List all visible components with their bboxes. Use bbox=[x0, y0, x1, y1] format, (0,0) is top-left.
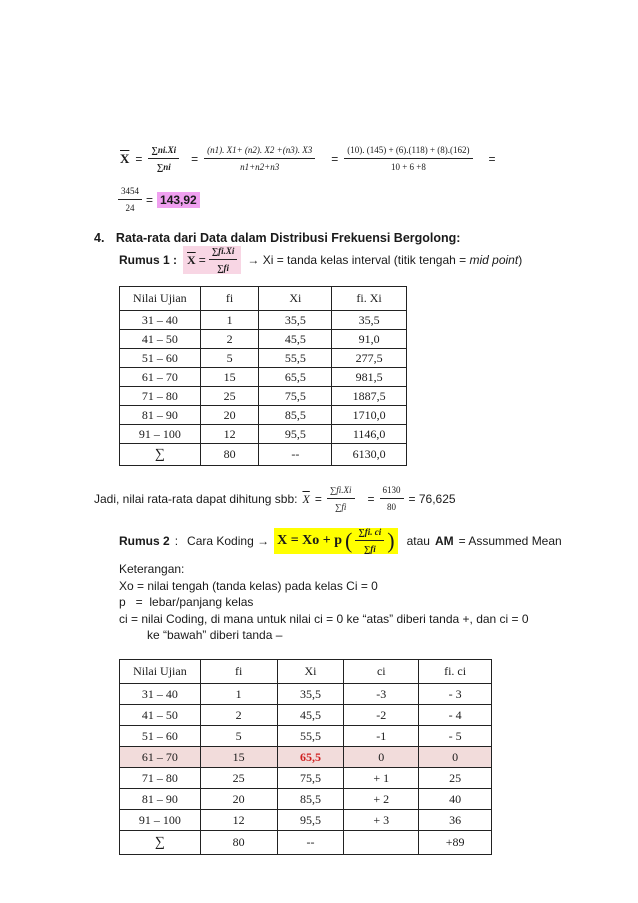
table-row bbox=[120, 705, 492, 726]
mean-result: 143,92 bbox=[157, 192, 200, 208]
table-cell: - 5 bbox=[419, 726, 492, 747]
table-cell: 61 – 70 bbox=[120, 368, 201, 387]
table-row bbox=[120, 406, 407, 425]
table-cell: 65,5 bbox=[259, 368, 332, 387]
table-cell: 1 bbox=[200, 684, 277, 705]
table-cell: 31 – 40 bbox=[120, 684, 201, 705]
table-total-row bbox=[120, 831, 492, 855]
keterangan-line: ke “bawah” diberi tanda – bbox=[147, 628, 283, 642]
table-cell: 91 – 100 bbox=[120, 425, 201, 444]
table-row bbox=[120, 330, 407, 349]
column-header: fi. Xi bbox=[332, 287, 407, 311]
table-cell: 15 bbox=[200, 368, 259, 387]
table-cell: 75,5 bbox=[259, 387, 332, 406]
rumus-2-line: Rumus 2 : Cara Koding → X = Xo + p ( $\frac{\sum fi. ci}{\sum fi}$ ) atau AM = Assummed Mean bbox=[119, 527, 562, 554]
table-cell: -- bbox=[277, 831, 344, 855]
table-cell: 35,5 bbox=[259, 311, 332, 330]
rumus-1-fraction: $\frac{\sum fi.Xi}{\sum fi}$ bbox=[209, 247, 238, 273]
table-cell: 1146,0 bbox=[332, 425, 407, 444]
table-cell: -2 bbox=[344, 705, 419, 726]
table-cell: 91,0 bbox=[332, 330, 407, 349]
table-cell: 80 bbox=[200, 831, 277, 855]
table-cell: 51 – 60 bbox=[120, 349, 201, 368]
table-cell: 80 bbox=[200, 444, 259, 466]
table-cell: + 2 bbox=[344, 789, 419, 810]
table-row bbox=[120, 810, 492, 831]
rumus-1-label: Rumus 1 : bbox=[119, 253, 178, 267]
table-total-row bbox=[120, 444, 407, 466]
table-cell: +89 bbox=[419, 831, 492, 855]
table-cell: 71 – 80 bbox=[120, 387, 201, 406]
table-cell: 45,5 bbox=[277, 705, 344, 726]
table-cell: 15 bbox=[200, 747, 277, 768]
table-cell: 51 – 60 bbox=[120, 726, 201, 747]
fraction-2: $\frac{(n1). X1+ (n2). X2 +(n3). X3}{n1+n2+n3}$ bbox=[204, 146, 315, 172]
fraction-4: $\frac{3454}{24}$ bbox=[118, 187, 142, 213]
table-cell: 35,5 bbox=[277, 684, 344, 705]
table-cell: 981,5 bbox=[332, 368, 407, 387]
table-cell: 91 – 100 bbox=[120, 810, 201, 831]
rumus-1-line bbox=[119, 246, 522, 274]
table-cell: 95,5 bbox=[277, 810, 344, 831]
table-row bbox=[120, 726, 492, 747]
am-label: AM bbox=[434, 534, 454, 548]
table-cell: 85,5 bbox=[277, 789, 344, 810]
column-header: ci bbox=[344, 660, 419, 684]
rumus-2-formula: X = Xo + p ( $\frac{\sum fi. ci}{\sum fi}$ ) bbox=[274, 528, 398, 554]
equals: = bbox=[331, 152, 339, 166]
xbar-symbol: $\overline{X}$ bbox=[302, 491, 310, 506]
table-cell: 41 – 50 bbox=[120, 330, 201, 349]
table-cell: + 3 bbox=[344, 810, 419, 831]
table-cell: 1 bbox=[200, 311, 259, 330]
table-cell: 75,5 bbox=[277, 768, 344, 789]
keterangan-title: Keterangan: bbox=[119, 562, 185, 576]
table-cell: 55,5 bbox=[259, 349, 332, 368]
sum-symbol: ∑ bbox=[120, 444, 201, 466]
conclusion-line: Jadi, nilai rata-rata dapat dihitung sbb: $\overline{X}$ = $\frac{\sum fi.Xi}{\sum fi}$ = $\frac{6130}{80}$ = 76,625 bbox=[94, 485, 456, 512]
conclusion-fraction-1: $\frac{\sum fi.Xi}{\sum fi}$ bbox=[327, 486, 355, 512]
table-cell: 12 bbox=[200, 810, 277, 831]
section-number: 4. bbox=[94, 231, 105, 245]
table-cell: 35,5 bbox=[332, 311, 407, 330]
xbar-symbol: $\overline{X}$ bbox=[120, 151, 130, 166]
table-cell: 61 – 70 bbox=[120, 747, 201, 768]
table-cell: 1710,0 bbox=[332, 406, 407, 425]
xbar-symbol: $\overline{X}$ bbox=[187, 252, 196, 267]
equals: = bbox=[191, 152, 199, 166]
equals: = bbox=[146, 193, 154, 207]
table-row bbox=[120, 387, 407, 406]
cara-koding: Cara Koding → bbox=[187, 534, 270, 548]
table-cell: 40 bbox=[419, 789, 492, 810]
table-cell: 5 bbox=[200, 349, 259, 368]
atau-text: atau bbox=[406, 534, 430, 548]
equals: = bbox=[135, 152, 143, 166]
highlighted-row bbox=[120, 747, 492, 768]
table-row bbox=[120, 349, 407, 368]
table-cell bbox=[344, 831, 419, 855]
table-cell: 55,5 bbox=[277, 726, 344, 747]
table-cell: 71 – 80 bbox=[120, 768, 201, 789]
keterangan-line: Xo = nilai tengah (tanda kelas) pada kelas Ci = 0 bbox=[119, 578, 378, 593]
table-row bbox=[120, 789, 492, 810]
keterangan-line: ci = nilai Coding, di mana untuk nilai ci = 0 ke “atas” diberi tanda +, dan ci = 0 bbox=[119, 611, 529, 626]
mean-result-line bbox=[118, 187, 200, 213]
table-cell: -- bbox=[259, 444, 332, 466]
conclusion-text: Jadi, nilai rata-rata dapat dihitung sbb: bbox=[94, 492, 298, 506]
table-cell: - 3 bbox=[419, 684, 492, 705]
table-cell: 0 bbox=[344, 747, 419, 768]
table-cell: 12 bbox=[200, 425, 259, 444]
column-header: Nilai Ujian bbox=[120, 287, 201, 311]
table-cell: 81 – 90 bbox=[120, 406, 201, 425]
table-cell: 25 bbox=[200, 387, 259, 406]
rumus-1-formula: $\overline{X}$ = $\frac{\sum fi.Xi}{\sum fi}$ bbox=[183, 246, 241, 274]
fraction-3: $\frac{(10). (145) + (6).(118) + (8).(162)}{10 + 6 +8}$ bbox=[344, 146, 472, 172]
rumus-2-label: Rumus 2 bbox=[119, 534, 170, 548]
table-cell: 45,5 bbox=[259, 330, 332, 349]
column-header: fi bbox=[200, 660, 277, 684]
table-cell: - 4 bbox=[419, 705, 492, 726]
conclusion-fraction-2: $\frac{6130}{80}$ bbox=[380, 486, 404, 512]
table-cell: 25 bbox=[200, 768, 277, 789]
keterangan-line: p = lebar/panjang kelas bbox=[119, 595, 254, 609]
xo-value: 65,5 bbox=[277, 747, 344, 768]
table-cell: 36 bbox=[419, 810, 492, 831]
table-cell: 2 bbox=[200, 330, 259, 349]
keterangan-block bbox=[119, 561, 529, 644]
table-row bbox=[120, 768, 492, 789]
column-header: fi bbox=[200, 287, 259, 311]
table-cell: 20 bbox=[200, 406, 259, 425]
table-cell: 85,5 bbox=[259, 406, 332, 425]
column-header: Nilai Ujian bbox=[120, 660, 201, 684]
fraction-1: $\frac{\sum ni.Xi}{\sum ni}$ bbox=[148, 146, 179, 172]
section-heading bbox=[94, 231, 460, 245]
table-header-row bbox=[120, 660, 492, 684]
table-cell: 5 bbox=[200, 726, 277, 747]
table-cell: 20 bbox=[200, 789, 277, 810]
table-cell: 31 – 40 bbox=[120, 311, 201, 330]
table-cell: -3 bbox=[344, 684, 419, 705]
rumus-2-fraction: $\frac{\sum fi. ci}{\sum fi}$ bbox=[355, 528, 384, 554]
table-row bbox=[120, 684, 492, 705]
table-cell: 277,5 bbox=[332, 349, 407, 368]
frequency-table-2 bbox=[119, 659, 492, 855]
section-title: Rata-rata dari Data dalam Distribusi Frekuensi Bergolong: bbox=[115, 231, 461, 245]
frequency-table-1 bbox=[119, 286, 407, 466]
table-cell: 81 – 90 bbox=[120, 789, 201, 810]
table-row bbox=[120, 368, 407, 387]
column-header: fi. ci bbox=[419, 660, 492, 684]
column-header: Xi bbox=[277, 660, 344, 684]
table-cell: 1887,5 bbox=[332, 387, 407, 406]
mean-formula-line bbox=[120, 146, 560, 172]
table-cell: 0 bbox=[419, 747, 492, 768]
rumus-1-description: → Xi = tanda kelas interval (titik tengah = mid point) bbox=[247, 253, 523, 267]
equals: = bbox=[488, 152, 496, 166]
table-row bbox=[120, 311, 407, 330]
table-cell: 2 bbox=[200, 705, 277, 726]
table-cell: 95,5 bbox=[259, 425, 332, 444]
column-header: Xi bbox=[259, 287, 332, 311]
table-cell: 25 bbox=[419, 768, 492, 789]
table-row bbox=[120, 425, 407, 444]
am-description: = Assummed Mean bbox=[458, 534, 562, 548]
table-header-row bbox=[120, 287, 407, 311]
table-cell: + 1 bbox=[344, 768, 419, 789]
table-cell: -1 bbox=[344, 726, 419, 747]
table-cell: 41 – 50 bbox=[120, 705, 201, 726]
table-cell: 6130,0 bbox=[332, 444, 407, 466]
conclusion-result: = 76,625 bbox=[408, 492, 456, 506]
sum-symbol: ∑ bbox=[120, 831, 201, 855]
